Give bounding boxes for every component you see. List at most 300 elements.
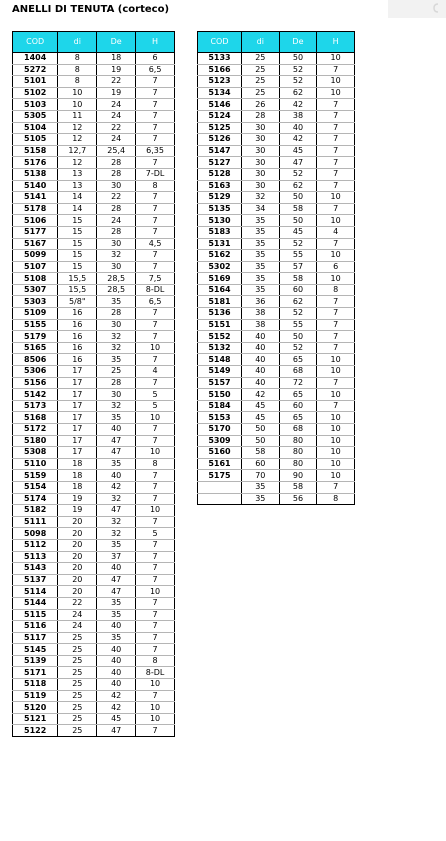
table-row xyxy=(13,203,175,215)
table-row xyxy=(13,400,175,412)
table-row xyxy=(13,389,175,401)
cell-h: 10 xyxy=(136,412,175,424)
cell-di: 42 xyxy=(241,389,279,401)
cell-de: 30 xyxy=(97,238,136,250)
cell-cod: 5147 xyxy=(198,145,242,157)
cell-h: 7 xyxy=(136,470,175,482)
table-row xyxy=(13,609,175,621)
cell-de: 24 xyxy=(97,215,136,227)
cell-di: 36 xyxy=(241,296,279,308)
cell-di: 17 xyxy=(58,400,97,412)
table-row xyxy=(198,64,355,76)
cell-di: 25 xyxy=(241,53,279,65)
cell-di: 15 xyxy=(58,238,97,250)
cell-di: 12 xyxy=(58,134,97,146)
cell-de: 65 xyxy=(279,389,317,401)
cell-cod: 5127 xyxy=(198,157,242,169)
table-row xyxy=(13,632,175,644)
cell-di: 24 xyxy=(58,621,97,633)
table-row xyxy=(198,447,355,459)
cell-h: 10 xyxy=(317,447,355,459)
cell-di: 60 xyxy=(241,458,279,470)
cell-cod: 5108 xyxy=(13,273,58,285)
cell-de: 40 xyxy=(97,655,136,667)
cell-cod: 5133 xyxy=(198,53,242,65)
table-row xyxy=(13,702,175,714)
table-row xyxy=(13,667,175,679)
table-row xyxy=(198,76,355,88)
cell-cod: 5305 xyxy=(13,110,58,122)
cell-h: 4 xyxy=(136,366,175,378)
cell-di: 32 xyxy=(241,192,279,204)
cell-de: 42 xyxy=(279,134,317,146)
cell-cod: 8506 xyxy=(13,354,58,366)
cell-cod: 5146 xyxy=(198,99,242,111)
cell-de: 80 xyxy=(279,447,317,459)
cell-cod: 5178 xyxy=(13,203,58,215)
cell-de: 47 xyxy=(279,157,317,169)
cell-di: 35 xyxy=(241,284,279,296)
header-cod: COD xyxy=(198,32,242,53)
seal-table-right xyxy=(197,31,355,505)
header-de: De xyxy=(279,32,317,53)
cell-de: 35 xyxy=(97,296,136,308)
cell-h: 7 xyxy=(317,145,355,157)
header-cod: COD xyxy=(13,32,58,53)
cell-de: 28 xyxy=(97,226,136,238)
table-row xyxy=(13,134,175,146)
cell-di: 12,7 xyxy=(58,145,97,157)
cell-h: 5 xyxy=(136,528,175,540)
cell-de: 22 xyxy=(97,192,136,204)
cell-de: 80 xyxy=(279,458,317,470)
cell-di: 50 xyxy=(241,424,279,436)
cell-de: 52 xyxy=(279,342,317,354)
cell-cod: 5272 xyxy=(13,64,58,76)
cell-di: 20 xyxy=(58,563,97,575)
cell-cod: 5106 xyxy=(13,215,58,227)
cell-cod: 5309 xyxy=(198,435,242,447)
cell-di: 15 xyxy=(58,226,97,238)
cell-di: 35 xyxy=(241,238,279,250)
cell-di: 16 xyxy=(58,354,97,366)
table-row xyxy=(13,377,175,389)
cell-h: 7 xyxy=(136,424,175,436)
table-row xyxy=(13,690,175,702)
table-row xyxy=(13,250,175,262)
table-row xyxy=(198,180,355,192)
cell-cod: 5157 xyxy=(198,377,242,389)
cell-di: 50 xyxy=(241,435,279,447)
cell-de: 62 xyxy=(279,180,317,192)
cell-h: 7 xyxy=(317,342,355,354)
cell-cod: 5156 xyxy=(13,377,58,389)
table-row xyxy=(13,563,175,575)
table-row xyxy=(198,354,355,366)
cell-cod: 5140 xyxy=(13,180,58,192)
table-row xyxy=(13,261,175,273)
table-row xyxy=(13,296,175,308)
cell-cod: 5181 xyxy=(198,296,242,308)
cell-di: 10 xyxy=(58,87,97,99)
table-row xyxy=(13,64,175,76)
cell-de: 62 xyxy=(279,87,317,99)
table-row xyxy=(13,99,175,111)
cell-di: 20 xyxy=(58,539,97,551)
header-di: di xyxy=(58,32,97,53)
cell-cod: 5099 xyxy=(13,250,58,262)
cell-de: 47 xyxy=(97,435,136,447)
table-row xyxy=(198,424,355,436)
table-row xyxy=(198,134,355,146)
cell-di: 10 xyxy=(58,99,97,111)
cell-cod: 5137 xyxy=(13,574,58,586)
cell-cod: 5134 xyxy=(198,87,242,99)
cell-cod: 5113 xyxy=(13,551,58,563)
cell-di: 5/8" xyxy=(58,296,97,308)
table-row xyxy=(13,447,175,459)
table-row xyxy=(13,308,175,320)
table-row xyxy=(13,145,175,157)
cell-di: 25 xyxy=(58,690,97,702)
table-row xyxy=(198,192,355,204)
cell-h: 7 xyxy=(136,87,175,99)
cell-cod: 5141 xyxy=(13,192,58,204)
cell-cod: 5182 xyxy=(13,505,58,517)
cell-de: 19 xyxy=(97,87,136,99)
table-row xyxy=(198,284,355,296)
cell-cod xyxy=(198,493,242,505)
cell-cod: 5307 xyxy=(13,284,58,296)
cell-de: 30 xyxy=(97,389,136,401)
cell-cod: 5148 xyxy=(198,354,242,366)
table-row xyxy=(198,435,355,447)
table-row xyxy=(198,493,355,505)
cell-h: 4 xyxy=(317,226,355,238)
cell-de: 28,5 xyxy=(97,273,136,285)
cell-di: 15 xyxy=(58,215,97,227)
cell-h: 10 xyxy=(317,424,355,436)
table-row xyxy=(13,76,175,88)
cell-de: 35 xyxy=(97,354,136,366)
cell-di: 20 xyxy=(58,574,97,586)
cell-h: 7 xyxy=(136,493,175,505)
table-row xyxy=(13,215,175,227)
cell-di: 17 xyxy=(58,366,97,378)
cell-de: 47 xyxy=(97,574,136,586)
cell-h: 10 xyxy=(317,366,355,378)
document-title: ANELLI DI TENUTA (corteco) xyxy=(12,4,170,15)
cell-h: 7 xyxy=(136,226,175,238)
cell-cod: 5110 xyxy=(13,458,58,470)
cell-di: 35 xyxy=(241,250,279,262)
cell-h: 6,35 xyxy=(136,145,175,157)
table-row xyxy=(13,574,175,586)
cell-h: 7 xyxy=(317,203,355,215)
cell-h: 7 xyxy=(136,134,175,146)
cell-h: 7 xyxy=(136,215,175,227)
cell-de: 42 xyxy=(279,99,317,111)
cell-cod: 5123 xyxy=(198,76,242,88)
table-row xyxy=(198,110,355,122)
cell-h: 7 xyxy=(317,400,355,412)
cell-di: 70 xyxy=(241,470,279,482)
cell-de: 50 xyxy=(279,192,317,204)
cell-h: 7 xyxy=(317,168,355,180)
cell-di: 8 xyxy=(58,53,97,65)
cell-de: 32 xyxy=(97,250,136,262)
cell-h: 10 xyxy=(317,273,355,285)
cell-h: 8 xyxy=(136,458,175,470)
cell-de: 37 xyxy=(97,551,136,563)
cell-cod: 5158 xyxy=(13,145,58,157)
cell-di: 35 xyxy=(241,273,279,285)
cell-h: 7 xyxy=(136,481,175,493)
cell-cod: 5167 xyxy=(13,238,58,250)
cell-cod: 5303 xyxy=(13,296,58,308)
cell-h: 7 xyxy=(136,261,175,273)
cell-di: 25 xyxy=(241,64,279,76)
cell-cod xyxy=(198,481,242,493)
cell-h: 10 xyxy=(317,250,355,262)
cell-h: 7-DL xyxy=(136,168,175,180)
cell-cod: 5172 xyxy=(13,424,58,436)
cell-di: 30 xyxy=(241,134,279,146)
cell-cod: 5132 xyxy=(198,342,242,354)
table-row xyxy=(13,539,175,551)
table-row xyxy=(13,273,175,285)
table-row xyxy=(13,528,175,540)
cell-h: 7 xyxy=(317,481,355,493)
cell-h: 6,5 xyxy=(136,296,175,308)
cell-di: 15,5 xyxy=(58,284,97,296)
cell-de: 28 xyxy=(97,157,136,169)
cell-de: 45 xyxy=(279,145,317,157)
cell-de: 60 xyxy=(279,284,317,296)
cell-de: 18 xyxy=(97,53,136,65)
header-de: De xyxy=(97,32,136,53)
cell-de: 52 xyxy=(279,76,317,88)
cell-h: 7 xyxy=(136,435,175,447)
cell-h: 10 xyxy=(136,342,175,354)
cell-de: 90 xyxy=(279,470,317,482)
cell-de: 40 xyxy=(97,644,136,656)
cell-di: 28 xyxy=(241,110,279,122)
cell-de: 35 xyxy=(97,609,136,621)
table-row xyxy=(13,597,175,609)
table-row xyxy=(13,435,175,447)
cell-cod: 5129 xyxy=(198,192,242,204)
cell-cod: 5163 xyxy=(198,180,242,192)
cell-de: 50 xyxy=(279,53,317,65)
table-row xyxy=(198,342,355,354)
cell-h: 10 xyxy=(136,702,175,714)
table-row xyxy=(13,516,175,528)
cell-h: 7 xyxy=(136,157,175,169)
cell-di: 25 xyxy=(58,702,97,714)
seal-table-left xyxy=(12,31,175,737)
cell-di: 8 xyxy=(58,64,97,76)
table-row xyxy=(198,226,355,238)
table-row xyxy=(13,354,175,366)
cell-h: 10 xyxy=(136,586,175,598)
cell-di: 12 xyxy=(58,157,97,169)
cell-cod: 5122 xyxy=(13,725,58,737)
cell-cod: 5306 xyxy=(13,366,58,378)
table-row xyxy=(13,505,175,517)
cell-di: 18 xyxy=(58,470,97,482)
cell-cod: 5176 xyxy=(13,157,58,169)
cell-de: 32 xyxy=(97,400,136,412)
cell-cod: 5119 xyxy=(13,690,58,702)
cell-di: 40 xyxy=(241,331,279,343)
cell-di: 15,5 xyxy=(58,273,97,285)
table-row xyxy=(13,342,175,354)
table-row xyxy=(198,319,355,331)
cell-h: 7 xyxy=(136,644,175,656)
cell-di: 25 xyxy=(241,87,279,99)
header-di: di xyxy=(241,32,279,53)
cell-cod: 5145 xyxy=(13,644,58,656)
cell-cod: 5109 xyxy=(13,308,58,320)
table-row xyxy=(13,168,175,180)
table-row xyxy=(13,192,175,204)
table-row xyxy=(198,308,355,320)
table-row xyxy=(13,412,175,424)
cell-di: 25 xyxy=(241,76,279,88)
cell-de: 47 xyxy=(97,505,136,517)
cell-h: 8 xyxy=(136,180,175,192)
cell-di: 38 xyxy=(241,319,279,331)
cell-de: 60 xyxy=(279,400,317,412)
cell-de: 24 xyxy=(97,110,136,122)
table-row xyxy=(198,400,355,412)
cell-di: 17 xyxy=(58,377,97,389)
cell-h: 10 xyxy=(317,412,355,424)
header-h: H xyxy=(136,32,175,53)
table-row xyxy=(13,470,175,482)
cell-h: 7 xyxy=(136,203,175,215)
cell-de: 38 xyxy=(279,110,317,122)
table-row xyxy=(13,110,175,122)
cell-h: 7 xyxy=(317,296,355,308)
cell-cod: 5159 xyxy=(13,470,58,482)
cell-cod: 5115 xyxy=(13,609,58,621)
cell-h: 7 xyxy=(136,319,175,331)
cell-h: 7 xyxy=(317,331,355,343)
cell-di: 17 xyxy=(58,424,97,436)
cell-h: 7 xyxy=(136,308,175,320)
cell-de: 30 xyxy=(97,180,136,192)
cell-h: 7 xyxy=(136,331,175,343)
cell-di: 40 xyxy=(241,366,279,378)
cell-cod: 5302 xyxy=(198,261,242,273)
table-row xyxy=(13,644,175,656)
cell-h: 7 xyxy=(317,157,355,169)
cell-h: 7 xyxy=(136,76,175,88)
cell-di: 16 xyxy=(58,331,97,343)
cell-de: 62 xyxy=(279,296,317,308)
cell-cod: 5150 xyxy=(198,389,242,401)
cell-di: 13 xyxy=(58,168,97,180)
cell-cod: 5117 xyxy=(13,632,58,644)
cell-cod: 5168 xyxy=(13,412,58,424)
cell-de: 32 xyxy=(97,331,136,343)
cell-de: 35 xyxy=(97,539,136,551)
cell-h: 7 xyxy=(136,354,175,366)
table-header-row xyxy=(198,32,355,53)
cell-di: 17 xyxy=(58,389,97,401)
cell-cod: 5175 xyxy=(198,470,242,482)
table-row xyxy=(13,655,175,667)
cell-h: 8 xyxy=(136,655,175,667)
cell-h: 10 xyxy=(317,458,355,470)
cell-cod: 5308 xyxy=(13,447,58,459)
table-row xyxy=(198,481,355,493)
table-header-row xyxy=(13,32,175,53)
cell-cod: 5179 xyxy=(13,331,58,343)
cell-di: 30 xyxy=(241,157,279,169)
cell-h: 7 xyxy=(136,99,175,111)
cell-h: 4,5 xyxy=(136,238,175,250)
cell-cod: 5103 xyxy=(13,99,58,111)
cell-h: 7 xyxy=(136,377,175,389)
cell-di: 40 xyxy=(241,377,279,389)
table-row xyxy=(13,87,175,99)
cell-h: 7 xyxy=(136,110,175,122)
cell-de: 22 xyxy=(97,122,136,134)
cell-h: 10 xyxy=(317,470,355,482)
cell-h: 6 xyxy=(136,53,175,65)
cell-di: 17 xyxy=(58,447,97,459)
cell-h: 6,5 xyxy=(136,64,175,76)
cell-di: 45 xyxy=(241,412,279,424)
cell-cod: 5139 xyxy=(13,655,58,667)
cell-di: 16 xyxy=(58,342,97,354)
cell-cod: 5142 xyxy=(13,389,58,401)
cell-de: 50 xyxy=(279,331,317,343)
cell-de: 32 xyxy=(97,342,136,354)
cell-cod: 5169 xyxy=(198,273,242,285)
cell-h: 10 xyxy=(317,53,355,65)
cell-de: 40 xyxy=(279,122,317,134)
cell-de: 35 xyxy=(97,458,136,470)
cell-de: 52 xyxy=(279,308,317,320)
cell-di: 20 xyxy=(58,586,97,598)
cell-de: 40 xyxy=(97,424,136,436)
cell-di: 16 xyxy=(58,319,97,331)
table-row xyxy=(198,215,355,227)
cell-de: 32 xyxy=(97,528,136,540)
cell-di: 25 xyxy=(58,632,97,644)
cell-h: 7 xyxy=(317,110,355,122)
table-row xyxy=(198,87,355,99)
cell-h: 10 xyxy=(136,679,175,691)
cell-cod: 5131 xyxy=(198,238,242,250)
cell-h: 8-DL xyxy=(136,284,175,296)
table-row xyxy=(13,481,175,493)
cell-di: 19 xyxy=(58,493,97,505)
cell-di: 30 xyxy=(241,180,279,192)
cell-de: 47 xyxy=(97,586,136,598)
cell-di: 40 xyxy=(241,354,279,366)
table-row xyxy=(198,238,355,250)
cell-h: 7 xyxy=(136,250,175,262)
table-row xyxy=(198,273,355,285)
cell-di: 58 xyxy=(241,447,279,459)
cell-cod: 5102 xyxy=(13,87,58,99)
table-row xyxy=(198,389,355,401)
